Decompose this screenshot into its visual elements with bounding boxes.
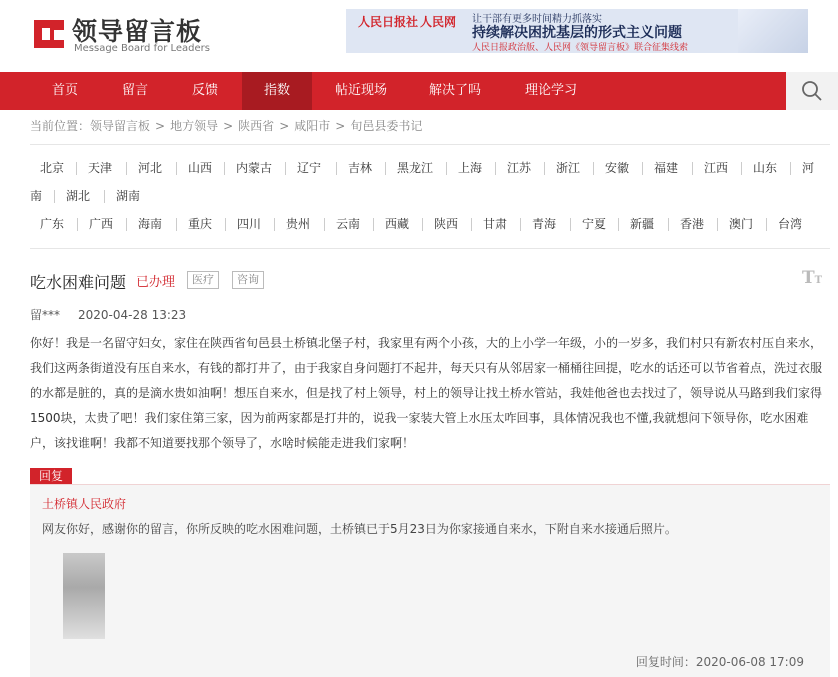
- banner-logo-people-net: 人民网: [420, 15, 457, 29]
- region-separator: [618, 218, 619, 231]
- region-link[interactable]: 青海: [532, 217, 557, 231]
- region-link[interactable]: 云南: [336, 217, 361, 231]
- reply-box: [30, 485, 830, 677]
- region-link[interactable]: 宁夏: [582, 217, 607, 231]
- region-separator: [224, 162, 225, 175]
- message-body: 你好！我是一名留守妇女，家住在陕西省旬邑县土桥镇北堡子村，我家里有两个小孩，大的上小学一年级，小的一岁多，我们村只有新农村压自来水，我们这两条街道没有压自来水，有钱的都打井了，由于我家自身问题打不起井，每天只有从邻居家一桶桶往回提，吃水的话还可以节省着点，洗过衣服的水都是脏的，真的是滴水贵如油啊！想压自来水，但是找了村上领导，村上的领导让找土桥水管站，我娃他爸也去找过了，领导说从马路到我们家得1500块，太贵了吧！我们家住第三家，因为前两家都是打井的，说我一家装大管上水压太咋回事，具体情况我也不懂,我就想问下领导你，吃水困难户，该找谁啊！我都不知道要找那个领导了，水啥时候能走进我们家啊！: [30, 336, 823, 450]
- author-name: 留***: [30, 308, 61, 322]
- region-separator: [471, 218, 472, 231]
- region-link[interactable]: 陕西: [434, 217, 459, 231]
- region-separator: [225, 218, 226, 231]
- region-link[interactable]: 河北: [138, 161, 163, 175]
- region-separator: [717, 218, 718, 231]
- breadcrumb-item[interactable]: 地方领导: [170, 119, 219, 133]
- search-button[interactable]: [786, 72, 838, 110]
- nav-item-on-site[interactable]: 帖近现场: [334, 83, 387, 98]
- reply-text: 网友你好，感谢你的留言，你所反映的吃水困难问题，土桥镇已于5月23日为你家接通自来水，下附自来水接通后照片。: [42, 522, 677, 536]
- reply-time: [636, 653, 804, 670]
- search-icon: [786, 72, 838, 110]
- tag-badge[interactable]: 医疗: [187, 271, 219, 289]
- reply-label: 回复: [30, 468, 72, 485]
- region-link[interactable]: 山西: [188, 161, 213, 175]
- region-separator: [544, 162, 545, 175]
- region-separator: [741, 162, 742, 175]
- tag-badge[interactable]: 咨询: [232, 271, 264, 289]
- region-separator: [54, 190, 55, 203]
- region-link[interactable]: 天津: [88, 161, 113, 175]
- region-link[interactable]: 湖北: [66, 189, 91, 203]
- region-separator: [422, 218, 423, 231]
- region-link[interactable]: 上海: [458, 161, 483, 175]
- region-separator: [77, 218, 78, 231]
- breadcrumb-item[interactable]: 陕西省: [238, 119, 275, 133]
- region-link[interactable]: 台湾: [778, 217, 803, 231]
- region-link[interactable]: 浙江: [556, 161, 581, 175]
- region-separator: [446, 162, 447, 175]
- status-badge: 已办理: [136, 275, 176, 290]
- breadcrumb-item[interactable]: 咸阳市: [294, 119, 331, 133]
- region-link[interactable]: 福建: [654, 161, 679, 175]
- region-separator: [336, 162, 337, 175]
- region-link[interactable]: 黑龙江: [397, 161, 434, 175]
- region-separator: [274, 218, 275, 231]
- region-link[interactable]: 江西: [704, 161, 729, 175]
- breadcrumb: 当前位置：领导留言板 > 地方领导 > 陕西省 > 咸阳市 > 旬邑县委书记: [30, 119, 423, 133]
- region-link[interactable]: 重庆: [188, 217, 213, 231]
- region-separator: [692, 162, 693, 175]
- banner-line-3: 人民日报政治版、人民网《领导留言板》联合征集线索: [472, 43, 689, 53]
- nav-item-solved[interactable]: 解决了吗: [428, 83, 481, 98]
- divider: [30, 248, 830, 249]
- region-separator: [104, 190, 105, 203]
- region-link[interactable]: 广东: [40, 217, 65, 231]
- region-link[interactable]: 澳门: [729, 217, 754, 231]
- region-separator: [642, 162, 643, 175]
- banner-line-1: 让干部有更多时间精力抓落实: [472, 14, 602, 25]
- logo-english-text: Message Board for Leaders: [74, 43, 211, 54]
- nav-item-messages[interactable]: 留言: [121, 83, 148, 98]
- region-separator: [593, 162, 594, 175]
- region-link[interactable]: 北京: [40, 161, 65, 175]
- logo-mark-icon: [30, 16, 68, 52]
- region-separator: [76, 162, 77, 175]
- reply-author: 土桥镇人民政府: [42, 497, 127, 511]
- region-separator: [790, 162, 791, 175]
- nav-item-theory[interactable]: 理论学习: [524, 83, 577, 98]
- region-link[interactable]: 安徽: [605, 161, 630, 175]
- logo-chinese-text: 领导留言板: [72, 17, 203, 46]
- banner-logo-people-daily: 人民日报社: [358, 15, 419, 29]
- region-link[interactable]: 吉林: [348, 161, 373, 175]
- region-separator: [176, 162, 177, 175]
- region-separator: [385, 162, 386, 175]
- region-separator: [126, 218, 127, 231]
- message-meta: [30, 306, 186, 323]
- nav-item-home[interactable]: 首页: [51, 83, 78, 98]
- nav-item-feedback[interactable]: 反馈: [191, 83, 218, 98]
- region-separator: [570, 218, 571, 231]
- region-separator: [668, 218, 669, 231]
- font-size-icon[interactable]: TT: [802, 268, 823, 288]
- message-title: 吃水困难问题: [30, 273, 127, 292]
- main-nav: [0, 72, 838, 110]
- region-separator: [520, 218, 521, 231]
- region-link[interactable]: 内蒙古: [236, 161, 273, 175]
- reply-time-label: 回复时间：: [635, 655, 696, 669]
- region-link[interactable]: 香港: [680, 217, 705, 231]
- region-link[interactable]: 四川: [237, 217, 262, 231]
- region-link[interactable]: 甘肃: [483, 217, 508, 231]
- reply-time-value: 2020-06-08 17:09: [695, 655, 804, 669]
- banner-art: [738, 9, 808, 53]
- region-link[interactable]: 广西: [89, 217, 114, 231]
- ad-banner[interactable]: [346, 9, 808, 53]
- region-link[interactable]: 山东: [753, 161, 778, 175]
- region-separator: [126, 162, 127, 175]
- banner-headline: 持续解决困扰基层的形式主义问题: [472, 25, 682, 41]
- site-header: [0, 0, 838, 72]
- region-link[interactable]: 新疆: [630, 217, 655, 231]
- region-separator: [285, 162, 286, 175]
- region-link[interactable]: 辽宁: [297, 161, 322, 175]
- breadcrumb-prefix: 当前位置：: [30, 119, 91, 133]
- region-link[interactable]: 海南: [138, 217, 163, 231]
- region-link[interactable]: 西藏: [385, 217, 410, 231]
- region-link[interactable]: 湖南: [116, 189, 141, 203]
- region-separator: [495, 162, 496, 175]
- region-separator: [373, 218, 374, 231]
- reply-photo[interactable]: [63, 553, 105, 639]
- region-link[interactable]: 贵州: [286, 217, 311, 231]
- region-separator: [324, 218, 325, 231]
- message-date: 2020-04-28 13:23: [78, 308, 187, 322]
- region-link[interactable]: 河: [802, 161, 815, 175]
- region-separator: [176, 218, 177, 231]
- breadcrumb-item[interactable]: 领导留言板: [90, 119, 151, 133]
- nav-item-index[interactable]: 指数: [242, 72, 312, 110]
- breadcrumb-item[interactable]: 旬邑县委书记: [350, 119, 423, 133]
- region-link[interactable]: 南: [30, 189, 43, 203]
- divider: [30, 144, 830, 145]
- region-link[interactable]: 江苏: [507, 161, 532, 175]
- region-separator: [766, 218, 767, 231]
